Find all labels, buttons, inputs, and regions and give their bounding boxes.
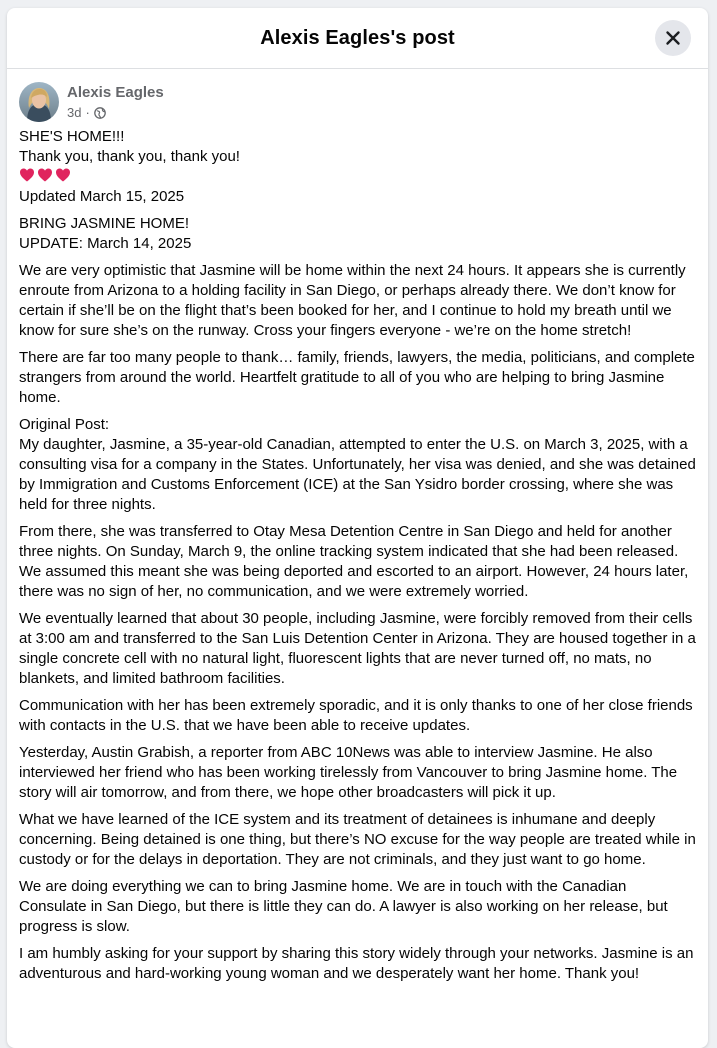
close-icon [665, 30, 681, 46]
post [7, 69, 708, 984]
bring-home-line: BRING JASMINE HOME! [19, 215, 190, 232]
post-body [19, 127, 696, 984]
meta-separator: · [85, 105, 90, 120]
globe-icon [94, 107, 106, 119]
update-date-line: UPDATE: March 14, 2025 [19, 235, 192, 252]
paragraph: My daughter, Jasmine, a 35-year-old Canadian, attempted to enter the U.S. on March 3, 2025, with a consulting visa for a company in the States. Unfortunately, her visa was denied, and she was detained by Immigration and Customs Enforcement (ICE) at the San Ysidro border crossing, where she was held for three nights. [19, 436, 696, 513]
heart-icon [55, 167, 71, 183]
update-block [19, 214, 696, 254]
close-button[interactable] [655, 20, 691, 56]
paragraph: We eventually learned that about 30 people, including Jasmine, were forcibly removed from their cells at 3:00 am and transferred to the San Luis Detention Center in Arizona. They are housed together in a single concrete cell with no natural light, fluorescent lights that are never turned off, no mats, no blankets, and limited bathroom facilities. [19, 610, 696, 687]
text-line: Thank you, thank you, thank you! [19, 148, 240, 165]
post-meta [67, 104, 164, 121]
updated-line: Updated March 15, 2025 [19, 188, 185, 205]
post-header [19, 81, 696, 123]
author-block [67, 83, 164, 121]
original-post-label: Original Post: [19, 416, 110, 433]
hearts-row [19, 167, 696, 187]
paragraph: From there, she was transferred to Otay Mesa Detention Centre in San Diego and held for another three nights. On Sunday, March 9, the online tracking system indicated that she had been released. We assumed this meant she was being deported and escorted to an airport. However, 24 hours later, there was no sign of her, no communication, and we were extremely worried. [19, 523, 689, 600]
paragraph: There are far too many people to thank… family, friends, lawyers, the media, politicians, and complete strangers from around the world. Heartfelt gratitude to all of you who are helping to bring Jasmine home. [19, 349, 695, 406]
modal-header [7, 8, 708, 69]
author-name[interactable]: Alexis Eagles [67, 84, 164, 101]
text-line: SHE'S HOME!!! [19, 128, 125, 145]
paragraph: Communication with her has been extremely sporadic, and it is only thanks to one of her close friends with contacts in the U.S. that we have been able to receive updates. [19, 697, 693, 734]
paragraph: We are very optimistic that Jasmine will be home within the next 24 hours. It appears she is currently enroute from Arizona to a holding facility in San Diego, or perhaps already there. We don’t know for certain if she’ll be on the flight that’s been booked for her, and I continue to hold my breath until we know for sure she’s on the runway. Cross your fingers everyone - we’re on the home stretch! [19, 262, 686, 339]
paragraph: What we have learned of the ICE system and its treatment of detainees is inhumane and deeply concerning. Being detained is one thing, but there’s NO excuse for the way people are treated while in custody or for the delays in deportation. They are not criminals, and they just want to go home. [19, 811, 696, 868]
modal-title: Alexis Eagles's post [260, 26, 455, 49]
paragraph: Yesterday, Austin Grabish, a reporter from ABC 10News was able to interview Jasmine. He also interviewed her friend who has been working tirelessly from Vancouver to bring Jasmine home. The story will air tomorrow, and from there, we hope other broadcasters will pick it up. [19, 744, 678, 801]
post-time[interactable]: 3d [67, 105, 82, 120]
post-modal [7, 8, 708, 1048]
intro-block [19, 127, 696, 207]
original-post-block [19, 415, 696, 515]
paragraph: We are doing everything we can to bring Jasmine home. We are in touch with the Canadian Consulate in San Diego, but there is little they can do. A lawyer is also working on her release, but progress is slow. [19, 878, 668, 935]
heart-icon [19, 167, 35, 183]
paragraph: I am humbly asking for your support by sharing this story widely through your networks. Jasmine is an adventurous and hard-working young woman and we desperately want her home. Thank you! [19, 945, 694, 982]
avatar[interactable] [19, 82, 59, 122]
heart-icon [37, 167, 53, 183]
